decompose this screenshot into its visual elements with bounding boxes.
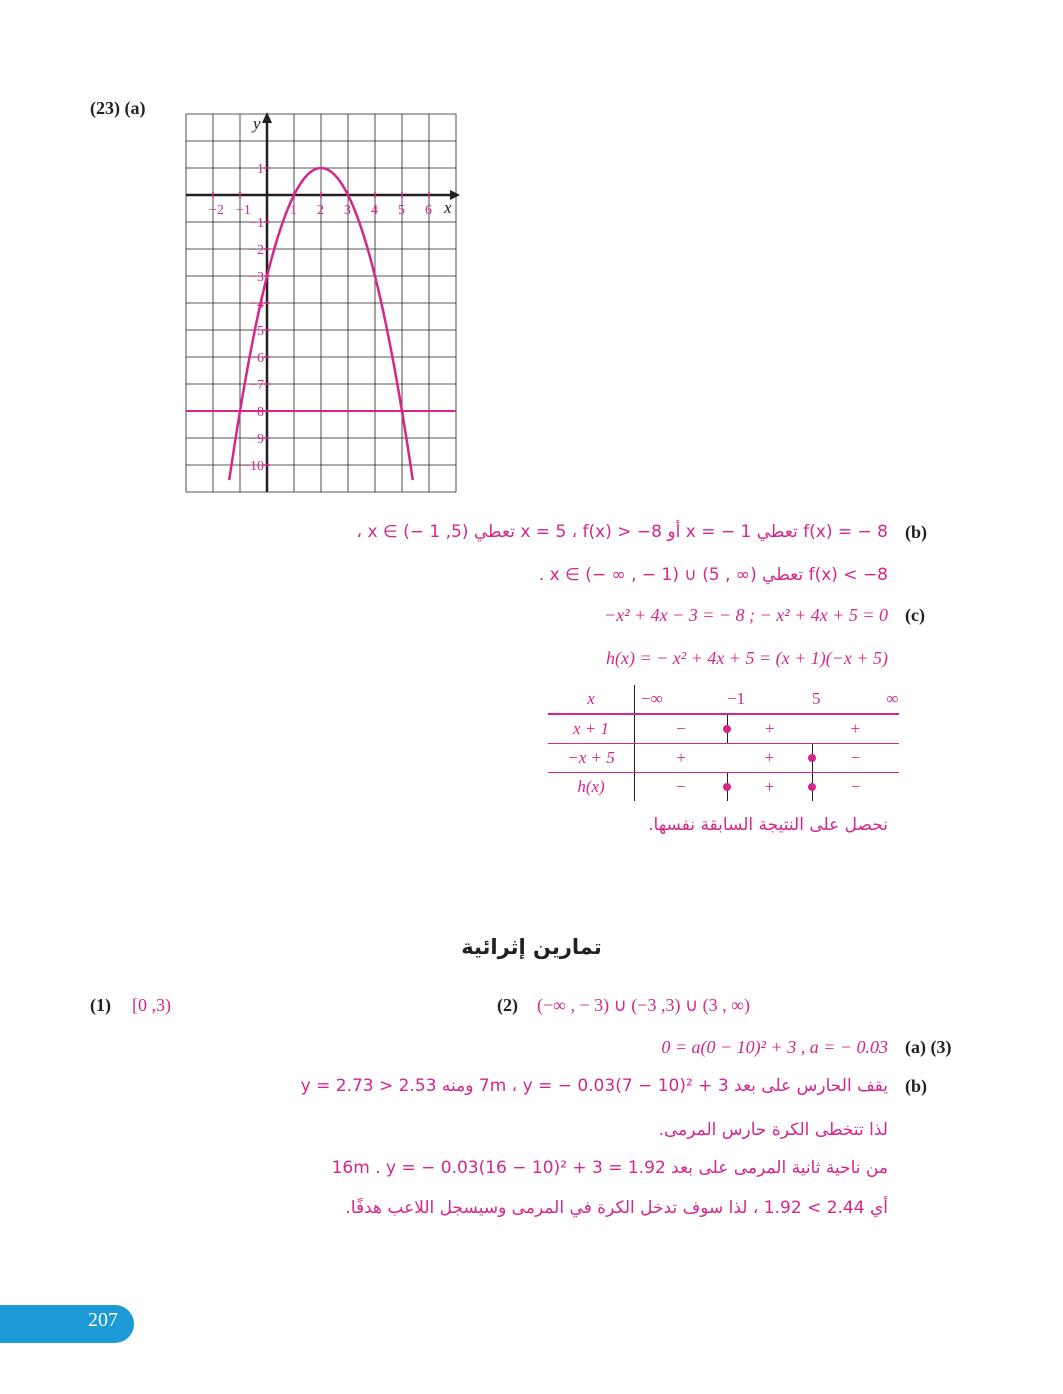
sign-cell: + [727,744,812,773]
sign-table-header-5 [812,685,899,714]
conclusion-text: نحصل على النتيجة السابقة نفسها. [648,815,888,835]
problem-23-label: (23) (a) [90,98,146,118]
sign-table-header-neg-inf: −∞ [635,685,728,714]
exercise-3b-line-4: أي 2.44 > 1.92 ، لذا سوف تدخل الكرة في المرمى وسيسجل اللاعب هدفًا. [345,1198,888,1218]
exercise-2-label: (2) [497,995,518,1015]
page-number: 207 [88,1309,118,1331]
zero-dot [808,754,816,762]
exercise-3-label: (a) (3) [905,1037,952,1057]
x-tick-label: 1 [290,203,297,218]
sign-table-header-minus-1: −1 [727,685,812,714]
row-label: −x + 5 [548,744,635,773]
x-tick-label: 6 [425,203,432,218]
x-tick-label: 2 [317,203,324,218]
sign-cell: − [812,773,899,802]
exercise-3a-equation: 0 = a(0 − 10)² + 3 , a = − 0.03 [661,1037,888,1057]
part-c-label: (c) [905,605,925,625]
part-b-line-2: f(x) < −8 تعطي x ∈ (− ∞ , − 1) ∪ (5 , ∞) . [538,565,888,585]
exercise-2-answer: (−∞ , − 3) ∪ (−3 ,3) ∪ (3 , ∞) [537,995,750,1015]
y-tick-label: −7 [249,378,264,393]
sign-table-row [548,714,899,744]
part-b-label: (b) [905,522,927,542]
y-tick-label: 1 [257,162,264,177]
x-tick-label: 3 [344,203,351,218]
y-tick-label: −3 [249,270,264,285]
exercise-3b-line-2: لذا تتخطى الكرة حارس المرمى. [658,1120,888,1140]
sign-cell: − [675,777,686,796]
function-graph [180,108,465,500]
exercise-1-label: (1) [90,995,111,1015]
row-label: h(x) [548,773,635,802]
sign-cell: − [812,744,899,773]
exercise-3b-label: (b) [905,1076,927,1096]
sign-table-row [548,744,899,773]
sign-cell: + [635,744,728,773]
part-c-factorization: h(x) = − x² + 4x + 5 = (x + 1)(−x + 5) [606,648,888,668]
sign-cell: + [727,773,812,802]
y-tick-label: −4 [249,297,264,312]
x-tick-label: −1 [236,203,251,218]
y-tick-label: −2 [249,243,264,258]
y-tick-label: −9 [249,432,264,447]
sign-cell: + [812,714,899,744]
zero-dot [723,783,731,791]
sign-table-header-5-value: 5 [812,689,821,708]
sign-table-header [548,685,899,714]
sign-table-row [548,773,899,802]
exercise-3b-line-1: يقف الحارس على بعد 7m ، y = − 0.03(7 − 10)² + 3 ومنه y = 2.73 > 2.53 [300,1076,888,1096]
graph-grid [186,114,456,492]
exercise-1-answer: [0 ,3) [132,995,171,1015]
x-tick-label: 5 [398,203,405,218]
x-tick-label: 4 [371,203,378,218]
x-tick-label: −2 [209,203,224,218]
sign-cell: + [727,714,812,744]
sign-table-header-inf: ∞ [886,689,899,708]
part-b-line-1: f(x) = − 8 تعطي x = − 1 أو x = 5 ، f(x) > −8 تعطي x ∈ (− 1 ,5) ، [356,522,888,542]
part-c-equation: −x² + 4x − 3 = − 8 ; − x² + 4x + 5 = 0 [603,605,888,625]
zero-dot [723,725,731,733]
y-tick-label: −1 [249,216,264,231]
y-axis-label: y [253,114,261,133]
y-tick-label: −10 [242,459,264,474]
row-label: x + 1 [548,714,635,744]
y-tick-label: −6 [249,351,264,366]
sign-cell: − [635,714,728,744]
sign-table-header-x: x [548,685,635,714]
y-tick-label: −5 [249,324,264,339]
exercise-3b-line-3: من ناحية ثانية المرمى على بعد 16m . y = − 0.03(16 − 10)² + 3 = 1.92 [331,1158,888,1178]
section-title: تمارين إثرائية [461,935,602,959]
y-tick-label: −8 [249,405,264,420]
x-axis-label: x [444,198,452,217]
sign-table [548,685,899,801]
zero-dot [808,783,816,791]
